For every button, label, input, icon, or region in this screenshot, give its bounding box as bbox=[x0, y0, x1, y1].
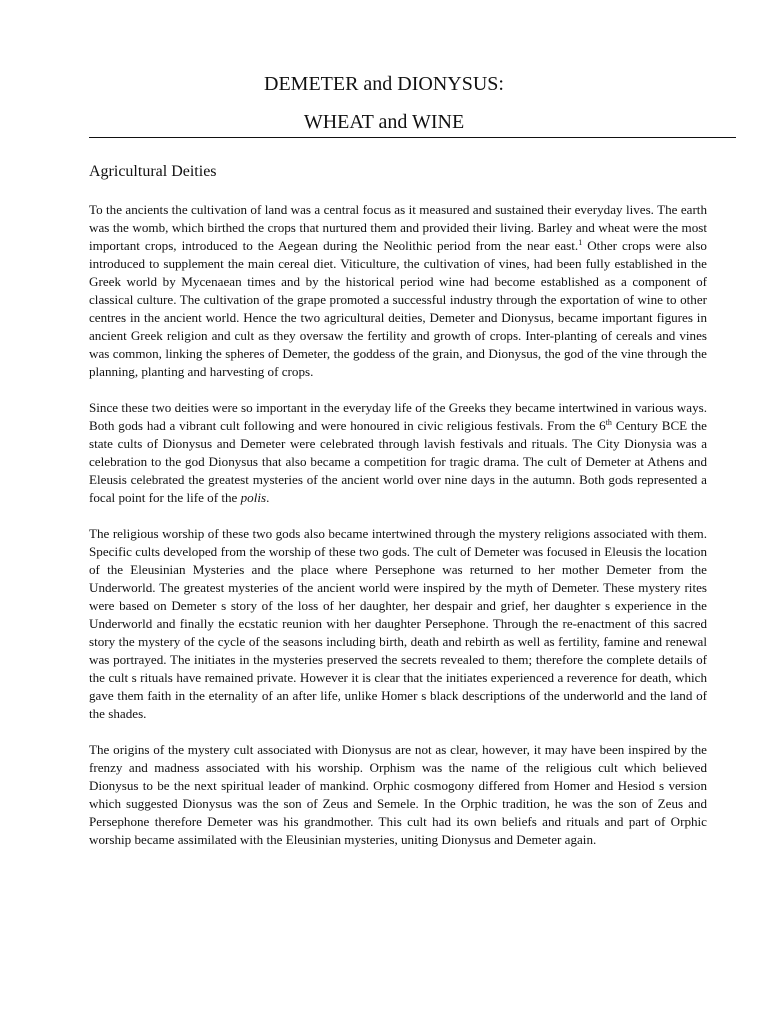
section-heading: Agricultural Deities bbox=[89, 163, 217, 180]
paragraph-2-text-a: Since these two deities were so important in the everyday life of the Greeks they became intertwined in various ways. Both gods had a vibrant cult following and were honoured in civic religious festivals. From the 6 bbox=[89, 400, 707, 433]
ordinal-superscript: th bbox=[605, 418, 612, 427]
paragraph-2 bbox=[89, 399, 707, 507]
paragraph-1 bbox=[89, 201, 707, 381]
paragraph-2-text-b: Century BCE the state cults of Dionysus and Demeter were celebrated through lavish festivals and rituals. The City Dionysia was a celebration to the god Dionysus that also became a competition for tragic drama. The cult of Demeter at Athens and Eleusis celebrated the greatest mysteries of the ancient world over nine days in the autumn. Both gods represented a focal point for the life of the bbox=[89, 418, 707, 505]
paragraph-4: The origins of the mystery cult associated with Dionysus are not as clear, however, it may have been inspired by the frenzy and madness associated with his worship. Orphism was the name of the religious cult which believed Dionysus to be the next spiritual leader of mankind. Orphic cosmogony differed from Homer and Hesiod s version which suggested Dionysus was the son of Zeus and Semele. In the Orphic tradition, he was the son of Zeus and Persephone therefore Demeter was his grandmother. This cult had its own beliefs and rituals and part of Orphic worship became assimilated with the Eleusinian mysteries, uniting Dionysus and Demeter again. bbox=[89, 742, 707, 847]
italic-term: polis bbox=[240, 490, 267, 505]
document-title-line-2: WHEAT and WINE bbox=[303, 111, 465, 133]
title-divider bbox=[89, 137, 736, 138]
paragraph-1-text-a: To the ancients the cultivation of land was a central focus as it measured and sustained their everyday lives. The earth was the womb, which birthed the crops that nurtured them and provided their living. Barley and wheat were the most important crops, introduced to the Aegean during the Neolithic period from the near east. bbox=[89, 202, 707, 253]
document-title-line-1: DEMETER and DIONYSUS: bbox=[264, 73, 504, 95]
paragraph-1-text-b: Other crops were also introduced to supplement the main cereal diet. Viticulture, the cultivation of vines, had been fully established in the Greek world by Mycenaean times and by the historical period wine had become established as a component of classical culture. The cultivation of the grape promoted a successful industry through the exportation of wine to other centres in the ancient world. Hence the two agricultural deities, Demeter and Dionysus, became important figures in ancient Greek religion and cult as they oversaw the fertility and growth of crops. Inter-planting of cereals and vines was common, linking the spheres of Demeter, the goddess of the grain, and Dionysus, the god of the vine through the planning, planting and harvesting of crops. bbox=[89, 238, 707, 379]
footnote-marker[interactable]: 1 bbox=[578, 238, 583, 247]
paragraph-2-text-c: . bbox=[266, 490, 270, 505]
body-text bbox=[89, 201, 707, 867]
paragraph-3: The religious worship of these two gods also became intertwined through the mystery religions associated with them. Specific cults developed from the worship of these two gods. The cult of Demeter was focused in Eleusis the location of the Eleusinian Mysteries and the place where Persephone was returned to her mother Demeter from the Underworld. The greatest mysteries of the ancient world were inspired by the myth of Demeter. These mystery rites were based on Demeter s story of the loss of her daughter, her despair and grief, her daughter s experience in the Underworld and finally the ecstatic reunion with her daughter Persephone. Through the re-enactment of this sacred story the mystery of the cycle of the seasons including birth, death and rebirth as well as fertility, famine and renewal was portrayed. The initiates in the mysteries preserved the secrets revealed to them; therefore the complete details of the cult s rituals have remained private. However it is clear that the initiates experienced a reverence for death, which gave them faith in the eternality of an after life, unlike Homer s black descriptions of the underworld and the land of the shades. bbox=[89, 526, 707, 721]
